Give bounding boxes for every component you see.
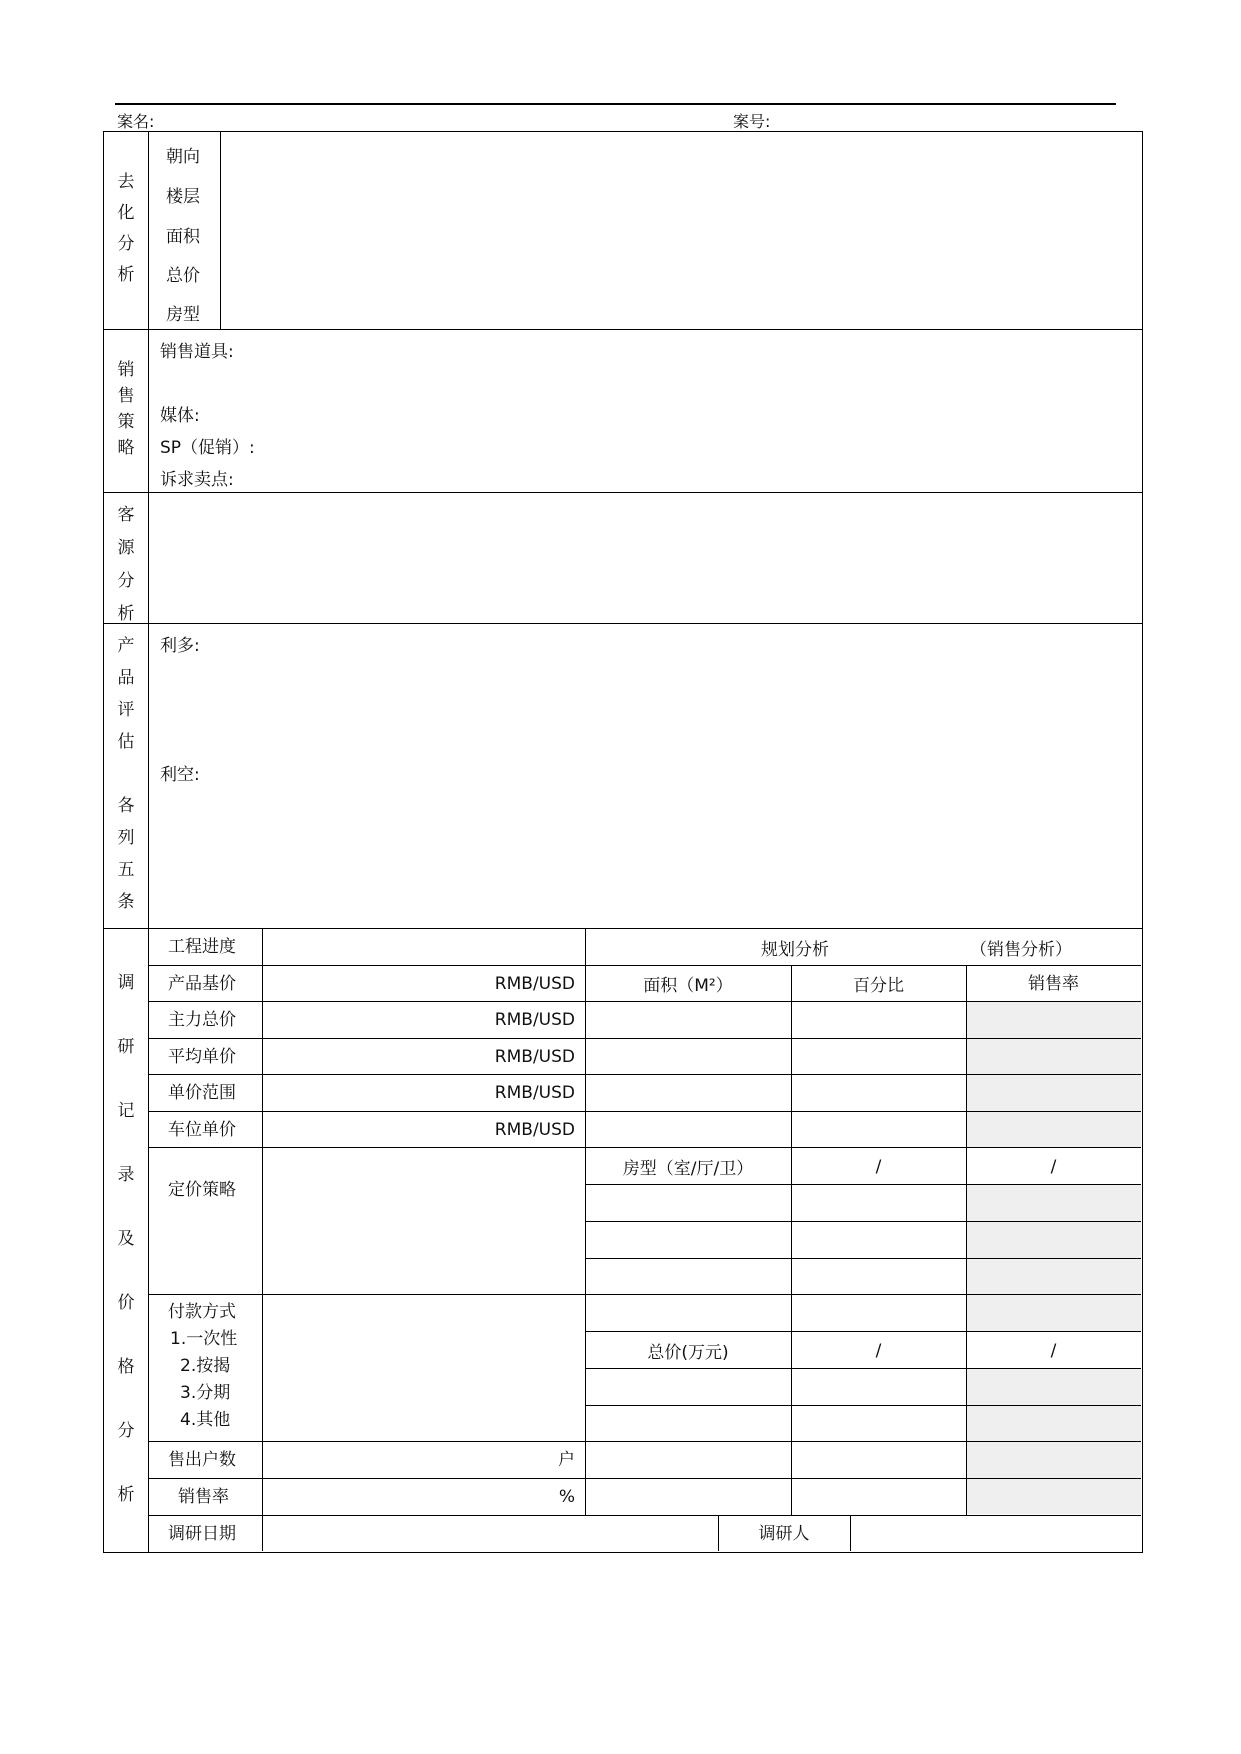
divider xyxy=(103,623,1143,624)
divider xyxy=(966,965,967,1515)
units-sold-unit: 户 xyxy=(558,1450,575,1470)
area-label: 面积 xyxy=(166,227,200,247)
sales-analysis-title: （销售分析） xyxy=(970,940,1072,960)
slash: / xyxy=(1050,1157,1057,1177)
total-price-wan-header: 总价(万元) xyxy=(647,1343,729,1363)
unit-label: RMB/USD xyxy=(494,1047,575,1067)
form-frame xyxy=(103,131,1143,1553)
slash: / xyxy=(875,1341,882,1361)
divider xyxy=(148,1147,1141,1148)
case-number-label: 案号: xyxy=(733,112,771,131)
unit-label: RMB/USD xyxy=(494,1120,575,1140)
room-type-header: 房型（室/厅/卫） xyxy=(622,1159,754,1179)
planning-analysis-title: 规划分析 xyxy=(761,940,829,960)
floor-label: 楼层 xyxy=(166,187,200,207)
percent-column-header: 百分比 xyxy=(853,976,904,996)
sales-rate-label: 销售率 xyxy=(178,1487,229,1507)
divider xyxy=(585,1184,1141,1185)
divider xyxy=(148,965,1141,966)
sales-rate-column-header: 销售率 xyxy=(1028,974,1079,994)
parking-price-label: 车位单价 xyxy=(168,1120,236,1140)
product-evaluation-side-title: 产 品 评 估 各 列 五 条 xyxy=(117,636,135,912)
divider xyxy=(148,1515,1141,1516)
payment-option: 4.其他 xyxy=(180,1410,231,1430)
divider xyxy=(585,1331,1141,1332)
research-record-side-title: 调 研 记 录 及 价 格 分 析 xyxy=(117,973,135,1505)
divider xyxy=(585,1368,1141,1369)
divider xyxy=(103,329,1143,330)
divider xyxy=(585,1221,1141,1222)
rate-cell-shade xyxy=(966,1294,1141,1331)
payment-option: 3.分期 xyxy=(180,1383,231,1403)
sales-rate-unit: % xyxy=(558,1487,575,1507)
pros-label: 利多: xyxy=(160,636,200,656)
slash: / xyxy=(1050,1341,1057,1361)
divider xyxy=(103,492,1143,493)
media-label: 媒体: xyxy=(160,406,200,426)
main-total-price-label: 主力总价 xyxy=(168,1010,236,1030)
divider xyxy=(103,928,1143,929)
unit-label: RMB/USD xyxy=(494,1083,575,1103)
research-date-label: 调研日期 xyxy=(168,1524,236,1544)
divider xyxy=(585,1258,1141,1259)
sales-tools-label: 销售道具: xyxy=(160,342,234,362)
header-rule xyxy=(115,103,1116,105)
divider xyxy=(148,1111,1141,1112)
researcher-label: 调研人 xyxy=(758,1524,810,1544)
sales-strategy-side-title: 销 售 策 略 xyxy=(117,360,135,458)
divider xyxy=(850,1515,851,1551)
case-name-label: 案名: xyxy=(117,112,155,131)
side-column-divider xyxy=(148,131,149,1553)
selling-points-label: 诉求卖点: xyxy=(160,470,234,490)
promotion-label: SP（促销）: xyxy=(160,438,255,458)
divider xyxy=(148,1038,1141,1039)
pricing-strategy-label: 定价策略 xyxy=(168,1180,236,1200)
total-price-label: 总价 xyxy=(166,266,200,286)
base-price-label: 产品基价 xyxy=(168,974,236,994)
slash: / xyxy=(875,1157,882,1177)
customer-source-side-title: 客 源 分 析 xyxy=(117,505,135,624)
room-type-label: 房型 xyxy=(166,305,200,325)
divider xyxy=(791,965,792,1515)
orientation-label: 朝向 xyxy=(166,147,200,167)
divider xyxy=(585,1405,1141,1406)
divider xyxy=(148,1294,1141,1295)
divider xyxy=(148,1441,1141,1442)
divider xyxy=(262,928,263,1551)
divider xyxy=(148,1001,1141,1002)
unit-label: RMB/USD xyxy=(494,974,575,994)
progress-label: 工程进度 xyxy=(168,937,236,957)
avg-unit-price-label: 平均单价 xyxy=(168,1047,236,1067)
payment-option: 2.按揭 xyxy=(180,1356,231,1376)
divider xyxy=(148,1074,1141,1075)
unit-label: RMB/USD xyxy=(494,1010,575,1030)
rate-cell-shade xyxy=(966,1184,1141,1294)
area-column-header: 面积（M²） xyxy=(643,976,733,996)
cons-label: 利空: xyxy=(160,765,200,785)
units-sold-label: 售出户数 xyxy=(168,1450,236,1470)
divider xyxy=(148,1478,1141,1479)
unit-price-range-label: 单价范围 xyxy=(168,1083,236,1103)
payment-option: 1.一次性 xyxy=(170,1329,238,1349)
payment-method-label: 付款方式 xyxy=(168,1302,236,1322)
divider xyxy=(220,131,221,329)
destock-side-title: 去 化 分 析 xyxy=(117,172,135,285)
